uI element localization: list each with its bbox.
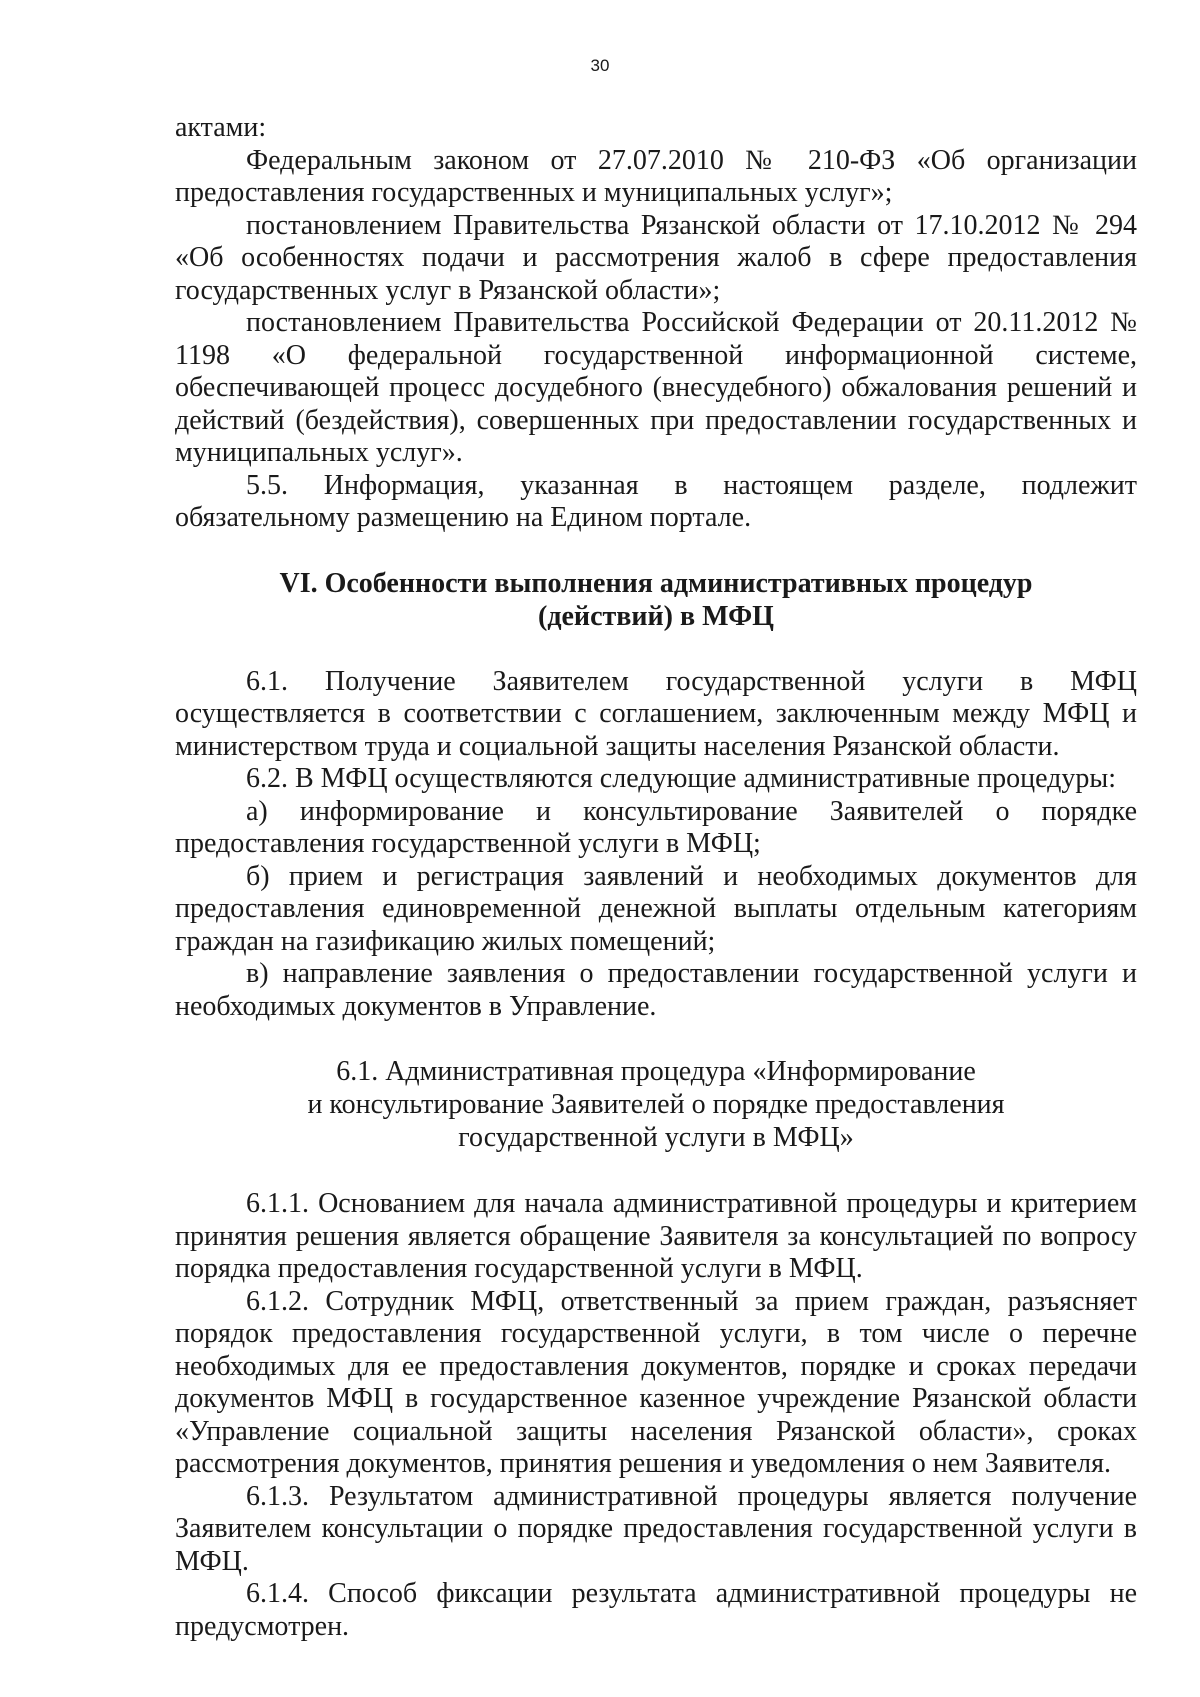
act-rf-resolution: постановлением Правительства Российской Федерации от 20.11.2012 № 1198 «О федеральной государственной информационной системе, обеспечивающей процесс досудебного (внесудебного) обжалования решений и действий (бездействия), совершенных при предоставлении государственных и муниципальных услуг». <box>175 307 1137 468</box>
act-federal-law: Федеральным законом от 27.07.2010 № 210-ФЗ «Об организации предоставления государственных и муниципальных услуг»; <box>175 144 1137 208</box>
paragraph-6-1-3: 6.1.3. Результатом административной процедуры является получение Заявителем консультации о порядке предоставления государственной услуги в МФЦ. <box>175 1480 1137 1577</box>
subsection-heading-line: 6.1. Административная процедура «Информирование <box>336 1056 976 1087</box>
acts-intro: актами: <box>175 112 267 143</box>
paragraph-6-2: 6.2. В МФЦ осуществляются следующие административные процедуры: <box>246 763 1116 794</box>
list-item-c: в) направление заявления о предоставлении государственной услуги и необходимых документов в Управление. <box>175 958 1137 1022</box>
list-item-a: а) информирование и консультирование Заявителей о порядке предоставления государственной услуги в МФЦ; <box>175 795 1137 859</box>
subsection-heading-line: и консультирование Заявителей о порядке предоставления <box>307 1089 1005 1120</box>
subsection-heading <box>175 1055 1137 1154</box>
section-heading-line: (действий) в МФЦ <box>538 600 774 632</box>
list-item-b: б) прием и регистрация заявлений и необходимых документов для предоставления единовременной денежной выплаты отдельным категориям граждан на газификацию жилых помещений; <box>175 860 1137 957</box>
page-number: 30 <box>590 56 610 75</box>
paragraph-6-1-2: 6.1.2. Сотрудник МФЦ, ответственный за прием граждан, разъясняет порядок предоставления государственной услуги, в том числе о перечне необходимых для ее предоставления документов, порядке и сроках передачи документов МФЦ в государственное казенное учреждение Рязанской области «Управление социальной защиты населения Рязанской области», сроках рассмотрения документов, принятия решения и уведомления о нем Заявителя. <box>175 1285 1137 1479</box>
section-heading-line: VI. Особенности выполнения административных процедур <box>279 567 1033 599</box>
paragraph-6-1-1: 6.1.1. Основанием для начала административной процедуры и критерием принятия решения является обращение Заявителя за консультацией по вопросу порядка предоставления государственной услуги в МФЦ. <box>175 1188 1137 1284</box>
paragraph-6-1: 6.1. Получение Заявителем государственной услуги в МФЦ осуществляется в соответствии с соглашением, заключенным между МФЦ и министерством труда и социальной защиты населения Рязанской области. <box>175 665 1137 762</box>
document-body <box>175 112 1137 1643</box>
paragraph-6-1-4: 6.1.4. Способ фиксации результата административной процедуры не предусмотрен. <box>175 1578 1137 1642</box>
paragraph-5-5: 5.5. Информация, указанная в настоящем разделе, подлежит обязательному размещению на Едином портале. <box>175 469 1137 533</box>
section-heading <box>175 567 1137 633</box>
act-ryazan-resolution: постановлением Правительства Рязанской области от 17.10.2012 № 294 «Об особенностях подачи и рассмотрения жалоб в сфере предоставления государственных услуг в Рязанской области»; <box>175 209 1137 306</box>
subsection-heading-line: государственной услуги в МФЦ» <box>458 1122 854 1153</box>
